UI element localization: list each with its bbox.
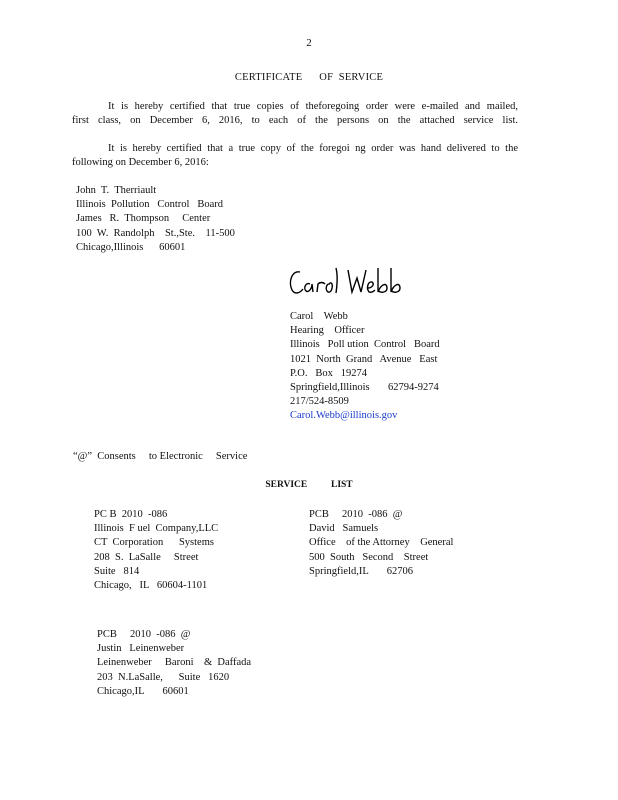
signer-title: Hearing Officer [290,325,365,337]
recipient-line: 500 South Second Street [309,551,429,563]
signer-name: Carol Webb [290,311,348,322]
recipient-line: Office of the Attorney General [309,537,454,549]
recipient-line: PCB 2010 -086 @ [97,629,191,640]
paragraph-line: following on December 6, 2016: [72,157,209,168]
certification-paragraph-hand-delivered [72,142,518,170]
address-line: Illinois Pollution Control Board [76,199,224,211]
recipient-line: CT Corporation Systems [94,537,214,549]
paragraph-line: It is hereby certified that a true copy of the foregoi ng order was hand delivered to the [108,143,518,154]
handwritten-signature [286,262,416,304]
recipient-line: 208 S. LaSalle Street [94,551,199,563]
electronic-service-note: “@” Consents to Electronic Service [73,451,248,462]
recipient-attorney-general [309,508,453,579]
recipient-line: David Samuels [309,523,379,535]
recipient-line: Chicago,IL 60601 [97,685,189,697]
recipient-line: Suite 814 [94,565,140,577]
hand-delivery-address [76,184,235,255]
address-line: Chicago,Illinois 60601 [76,241,186,253]
recipient-fuel-company [94,508,218,593]
signer-email-link[interactable]: Carol.Webb@illinois.gov [290,410,398,422]
paragraph-line: first class, on December 6, 2016, to each of the persons on the attached service list. [72,115,518,126]
recipient-line: Springfield,IL 62706 [309,565,414,577]
signer-city: Springfield,Illinois 62794-9274 [290,382,439,394]
recipient-line: Justin Leinenweber [97,643,185,655]
address-line: James R. Thompson Center [76,213,211,225]
recipient-line: Illinois F uel Company,LLC [94,523,219,535]
recipient-line: Leinenweber Baroni & Daffada [97,657,252,669]
page-number: 2 [306,37,312,49]
signer-po-box: P.O. Box 19274 [290,367,368,379]
recipient-line: PCB 2010 -086 @ [309,509,403,520]
certification-paragraph-mailed [72,100,518,128]
signer-org: Illinois Poll ution Control Board [290,339,440,351]
signer-street: 1021 North Grand Avenue East [290,353,438,365]
signer-block [290,310,440,424]
recipient-line: PC B 2010 -086 [94,509,168,520]
signer-phone: 217/524-8509 [290,396,349,408]
recipient-line: Chicago, IL 60604-1101 [94,580,208,592]
recipient-leinenweber [97,628,251,699]
service-list-title: SERVICE LIST [265,480,353,490]
certificate-title: CERTIFICATE OF SERVICE [234,72,384,83]
recipient-line: 203 N.LaSalle, Suite 1620 [97,671,230,683]
address-line: 100 W. Randolph St.,Ste. 11-500 [76,227,235,239]
address-line: John T. Therriault [76,185,157,196]
paragraph-line: It is hereby certified that true copies of theforegoing order were e-mailed and mailed, [108,101,518,112]
